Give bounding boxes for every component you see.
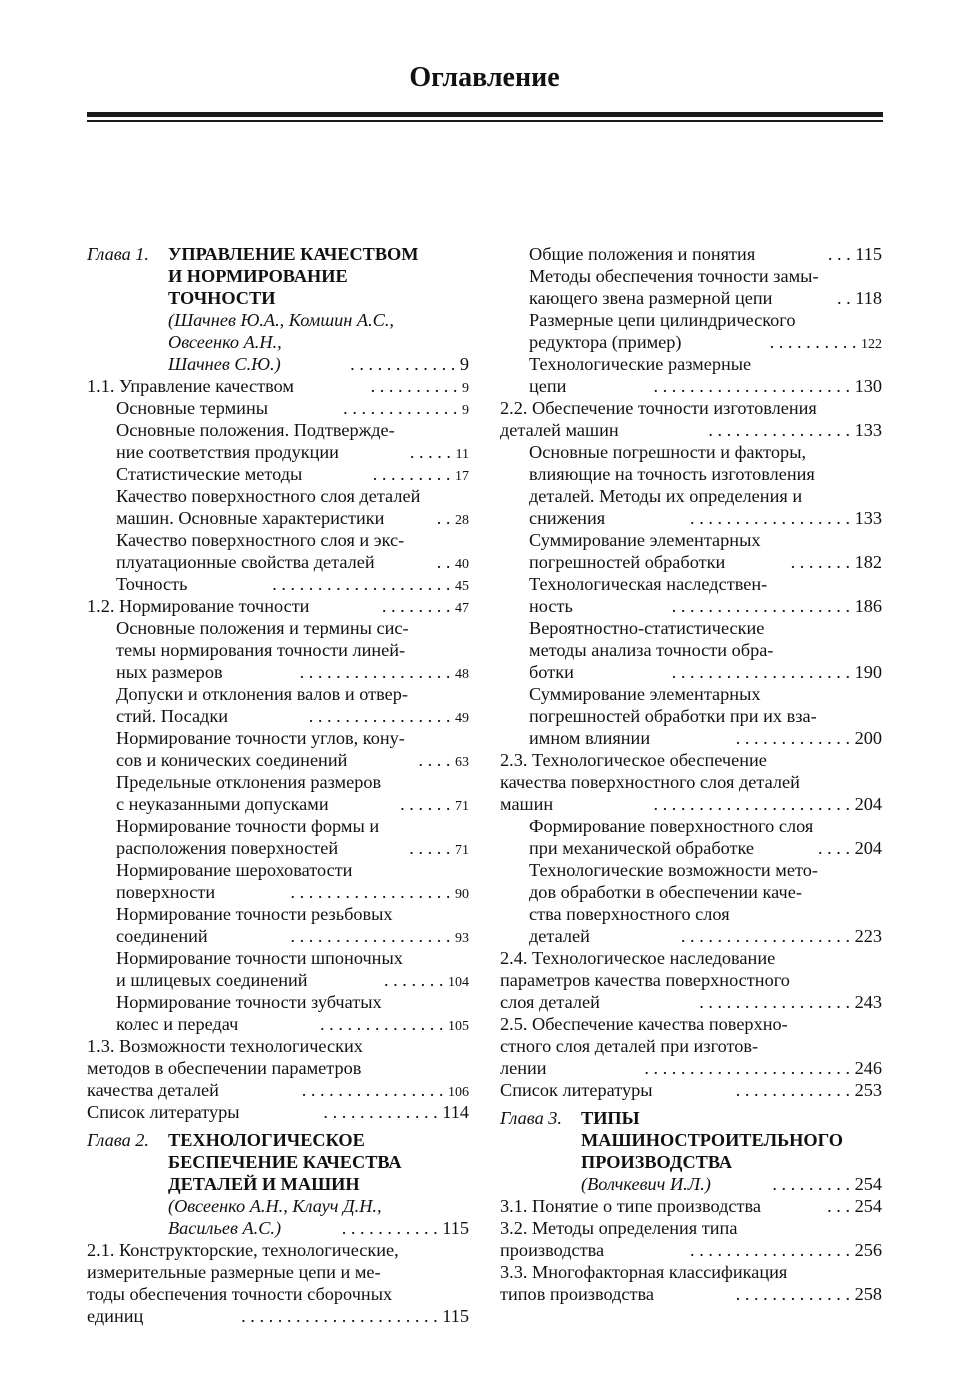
page-number: 200 (854, 728, 882, 748)
entry-text: Нормирование точности резьбовых (116, 904, 393, 924)
entry-text: дов обработки в обеспечении каче- (529, 882, 802, 902)
page-number: 182 (854, 552, 882, 572)
entry-text: редуктора (пример) (529, 332, 682, 352)
entry-text: Нормирование точности зубчатых (116, 992, 382, 1012)
chapter-heading-line (87, 1151, 469, 1173)
toc-entry (500, 639, 882, 661)
entry-text: слоя деталей (500, 992, 600, 1012)
chapter-heading-line (87, 243, 469, 265)
entry-text: Нормирование точности углов, кону- (116, 728, 405, 748)
page-number: 254 (854, 1196, 882, 1216)
toc-entry (500, 683, 882, 705)
dot-leader: . . . . . . . . . . . . . . . . . . 256 (685, 1239, 882, 1261)
entry-text: машин. Основные характеристики (116, 508, 385, 528)
entry-text: имном влиянии (529, 728, 651, 748)
dot-leader: . . . . . . 71 (395, 793, 469, 818)
toc-entry (87, 375, 469, 397)
chapter-title: УПРАВЛЕНИЕ КАЧЕСТВОМ (168, 244, 419, 264)
dot-leader: . . . . . . . . . . . . . . . . . . 90 (285, 881, 469, 906)
toc-entry (500, 947, 882, 969)
dot-leader: . . . . . . . . . . . . . 200 (731, 727, 882, 749)
toc-entry (87, 595, 469, 617)
toc-entry (500, 617, 882, 639)
title-rule-thin (87, 120, 883, 122)
toc-entry (87, 419, 469, 441)
page-number: 190 (854, 662, 882, 682)
entry-text: Качество поверхностного слоя и экс- (116, 530, 405, 550)
chapter-heading-line (87, 287, 469, 309)
page-number: 47 (455, 601, 469, 616)
toc-entry (87, 551, 469, 573)
dot-leader: . . . . . . . . . . . . . . . . . 243 (694, 991, 882, 1013)
entry-text: цепи (529, 376, 567, 396)
entry-text: Суммирование элементарных (529, 684, 761, 704)
toc-entry (500, 705, 882, 727)
page-number: 186 (854, 596, 882, 616)
toc-entry (500, 749, 882, 771)
dot-leader: . . . . . . . . . . . . . 114 (318, 1101, 469, 1123)
toc-entry (500, 551, 882, 573)
entry-text: тоды обеспечения точности сборочных (87, 1284, 393, 1304)
entry-text: Основные положения. Подтвержде- (116, 420, 395, 440)
chapter-title: И НОРМИРОВАНИЕ (168, 266, 348, 286)
entry-text: кающего звена размерной цепи (529, 288, 773, 308)
toc-entry (500, 1035, 882, 1057)
toc-entry (87, 727, 469, 749)
dot-leader: . . . . . . . . . . . . . . . . 106 (297, 1079, 469, 1104)
toc-entry (87, 529, 469, 551)
chapter-authors (500, 1173, 882, 1195)
entry-text: 3.1. Понятие о типе производства (500, 1196, 762, 1216)
dot-leader: . . . . . . . . . . 122 (765, 331, 882, 356)
toc-entry (500, 463, 882, 485)
entry-text: единиц (87, 1306, 144, 1326)
chapter-authors (87, 353, 469, 375)
toc-entry (87, 771, 469, 793)
dot-leader: . . . . . . . . . 17 (368, 463, 469, 488)
entry-text: 2.1. Конструкторские, технологические, (87, 1240, 399, 1260)
toc-entry (500, 397, 882, 419)
page-number: 246 (854, 1058, 882, 1078)
chapter-heading-line (87, 1173, 469, 1195)
entry-text: Основные погрешности и факторы, (529, 442, 807, 462)
dot-leader: . . . . . . . . . . . . . . . . . . . . . . . 246 (639, 1057, 882, 1079)
toc-entry (500, 727, 882, 749)
page-number: 258 (854, 1284, 882, 1304)
entry-text: 2.2. Обеспечение точности изготовления (500, 398, 817, 418)
dot-leader: . . . . . . . . . . . . 9 (345, 353, 469, 375)
page-number: 115 (442, 1218, 469, 1238)
chapter-title: ТЕХНОЛОГИЧЕСКОЕ (168, 1130, 365, 1150)
entry-text: расположения поверхностей (116, 838, 339, 858)
toc-entry (87, 1101, 469, 1123)
dot-leader: . . . . . . . . . . . . . . . . . . . . 186 (667, 595, 882, 617)
toc-entry (87, 683, 469, 705)
dot-leader: . . 28 (432, 507, 469, 532)
dot-leader: . . . . 63 (413, 749, 469, 774)
dot-leader: . . . . . . . 104 (379, 969, 469, 994)
authors-text: Шачнев С.Ю.) (168, 354, 281, 374)
page-number: 115 (442, 1306, 469, 1326)
page-number: 9 (462, 403, 469, 418)
toc-entry (500, 1013, 882, 1035)
page-number: 256 (854, 1240, 882, 1260)
toc-entry (500, 287, 882, 309)
chapter-title: ТОЧНОСТИ (168, 288, 276, 308)
chapter-heading-line (87, 265, 469, 287)
toc-entry (500, 243, 882, 265)
toc-entry (500, 771, 882, 793)
page-number: 45 (455, 579, 469, 594)
toc-entry (500, 1283, 882, 1305)
page-number: 93 (455, 931, 469, 946)
toc-entry (87, 749, 469, 771)
page-number: 104 (448, 975, 469, 990)
entry-text: Нормирование точности шпоночных (116, 948, 403, 968)
toc-entry (500, 573, 882, 595)
page-number: 118 (855, 288, 882, 308)
entry-text: сов и конических соединений (116, 750, 348, 770)
toc-entry (500, 265, 882, 287)
dot-leader: . . . . 204 (813, 837, 882, 859)
toc-entry (500, 441, 882, 463)
page-number: 223 (854, 926, 882, 946)
toc-entry (500, 1079, 882, 1101)
entry-text: производства (500, 1240, 605, 1260)
entry-text: 1.2. Нормирование точности (87, 596, 310, 616)
entry-text: снижения (529, 508, 606, 528)
chapter-label: Глава 3. (500, 1108, 562, 1128)
entry-text: Точность (116, 574, 188, 594)
toc-entry (87, 793, 469, 815)
toc-entry (500, 485, 882, 507)
toc-entry (87, 1013, 469, 1035)
entry-text: деталей. Методы их определения и (529, 486, 803, 506)
toc-entry (500, 595, 882, 617)
toc-entry (87, 441, 469, 463)
chapter-label: Глава 2. (87, 1130, 149, 1150)
chapter-authors (87, 309, 469, 331)
entry-text: Формирование поверхностного слоя (529, 816, 814, 836)
page-number: 243 (854, 992, 882, 1012)
toc-entry (500, 419, 882, 441)
toc-entry (87, 991, 469, 1013)
page-number: 130 (854, 376, 882, 396)
entry-text: 3.3. Многофакторная классификация (500, 1262, 788, 1282)
chapter-heading-line (500, 1107, 882, 1129)
dot-leader: . . . . . . . . . . . . . 9 (338, 397, 469, 422)
entry-text: влияющие на точность изготовления (529, 464, 815, 484)
chapter-title: ТИПЫ (581, 1108, 640, 1128)
toc-entry (500, 881, 882, 903)
entry-text: 2.4. Технологическое наследование (500, 948, 776, 968)
entry-text: Технологические размерные (529, 354, 752, 374)
entry-text: Размерные цепи цилиндрического (529, 310, 796, 330)
toc-entry (500, 903, 882, 925)
entry-text: деталей машин (500, 420, 619, 440)
dot-leader: . . . . . . . . . 254 (767, 1173, 882, 1195)
entry-text: Методы обеспечения точности замы- (529, 266, 819, 286)
authors-text: (Овсеенко А.Н., Клауч Д.Н., (168, 1196, 382, 1216)
toc-entry (87, 463, 469, 485)
toc-entry (500, 331, 882, 353)
dot-leader: . . . . . . . . . . . . . . . . 133 (703, 419, 882, 441)
page-number: 9 (459, 354, 469, 374)
entry-text: Качество поверхностного слоя деталей (116, 486, 421, 506)
entry-text: методов в обеспечении параметров (87, 1058, 362, 1078)
toc-entry (500, 925, 882, 947)
entry-text: 2.5. Обеспечение качества поверхно- (500, 1014, 788, 1034)
chapter-title: ПРОИЗВОДСТВА (581, 1152, 733, 1172)
chapter-heading-line (500, 1129, 882, 1151)
page-number: 63 (455, 755, 469, 770)
chapter-heading-line (500, 1151, 882, 1173)
dot-leader: . . . . . . . . . . . . . 253 (731, 1079, 882, 1101)
page-number: 133 (854, 420, 882, 440)
entry-text: ства поверхностного слоя (529, 904, 730, 924)
entry-text: типов производства (500, 1284, 654, 1304)
page-number: 40 (455, 557, 469, 572)
page-title: Оглавление (409, 62, 560, 93)
toc-entry (500, 969, 882, 991)
entry-text: 2.3. Технологическое обеспечение (500, 750, 767, 770)
toc-entry (87, 639, 469, 661)
entry-text: 1.3. Возможности технологических (87, 1036, 363, 1056)
entry-text: лении (500, 1058, 547, 1078)
page-number: 106 (448, 1085, 469, 1100)
chapter-title: БЕСПЕЧЕНИЕ КАЧЕСТВА (168, 1152, 402, 1172)
entry-text: поверхности (116, 882, 216, 902)
toc-entry (500, 1195, 882, 1217)
chapter-authors (87, 1195, 469, 1217)
entry-text: Предельные отклонения размеров (116, 772, 382, 792)
dot-leader: . . . . . . . . . . . . . . . . . . . . 190 (667, 661, 882, 683)
entry-text: ных размеров (116, 662, 223, 682)
entry-text: погрешностей обработки при их вза- (529, 706, 817, 726)
toc-left-column (87, 243, 469, 1327)
toc-entry (87, 947, 469, 969)
page-number: 122 (861, 337, 882, 352)
entry-text: с неуказанными допусками (116, 794, 329, 814)
page-number: 114 (442, 1102, 469, 1122)
authors-text: Васильев А.С.) (168, 1218, 282, 1238)
toc-entry (500, 793, 882, 815)
dot-leader: . . . . . . . . . . . . . . . . . . . . . . 204 (648, 793, 882, 815)
entry-text: Основные положения и термины сис- (116, 618, 409, 638)
toc-entry (87, 925, 469, 947)
entry-text: стий. Посадки (116, 706, 229, 726)
dot-leader: . . . . . . . . . . . . . . . . 49 (304, 705, 469, 730)
entry-text: плуатационные свойства деталей (116, 552, 375, 572)
toc-entry (500, 507, 882, 529)
toc-entry (87, 1283, 469, 1305)
page-number: 204 (854, 838, 882, 858)
title-rule-thick (87, 112, 883, 117)
toc-entry (87, 485, 469, 507)
entry-text: ботки (529, 662, 574, 682)
entry-text: Основные термины (116, 398, 269, 418)
entry-text: качества деталей (87, 1080, 219, 1100)
toc-entry (87, 661, 469, 683)
toc-entry (87, 1057, 469, 1079)
dot-leader: . . . . . . . . . . . . . . . . . . 93 (285, 925, 469, 950)
entry-text: колес и передач (116, 1014, 239, 1034)
toc-entry (87, 617, 469, 639)
toc-entry (500, 1239, 882, 1261)
entry-text: качества поверхностного слоя деталей (500, 772, 800, 792)
toc-entry (500, 375, 882, 397)
entry-text: деталей (529, 926, 590, 946)
entry-text: Список литературы (500, 1080, 653, 1100)
dot-leader: . . . 115 (823, 243, 882, 265)
entry-text: и шлицевых соединений (116, 970, 308, 990)
dot-leader: . . . . . . . . . . . . . 258 (731, 1283, 882, 1305)
toc-entry (87, 1239, 469, 1261)
page-number: 204 (854, 794, 882, 814)
toc-entry (87, 859, 469, 881)
toc-entry (500, 1057, 882, 1079)
toc-entry (87, 1305, 469, 1327)
page-number: 90 (455, 887, 469, 902)
entry-text: Статистические методы (116, 464, 303, 484)
page-number: 254 (854, 1174, 882, 1194)
page-number: 253 (854, 1080, 882, 1100)
entry-text: 1.1. Управление качеством (87, 376, 294, 396)
chapter-title: МАШИНОСТРОИТЕЛЬНОГО (581, 1130, 843, 1150)
entry-text: Суммирование элементарных (529, 530, 761, 550)
dot-leader: . . . . . . . . . . . . . . . . . . . . . . 115 (236, 1305, 469, 1327)
entry-text: соединений (116, 926, 208, 946)
entry-text: измерительные размерные цепи и ме- (87, 1262, 381, 1282)
toc-entry (500, 529, 882, 551)
dot-leader: . . . . . . . . . . 9 (366, 375, 469, 400)
entry-text: 3.2. Методы определения типа (500, 1218, 738, 1238)
toc-right-column (500, 243, 882, 1305)
dot-leader: . . 118 (832, 287, 882, 309)
authors-text: (Волчкевич И.Л.) (581, 1174, 711, 1194)
toc-entry (87, 573, 469, 595)
entry-text: Список литературы (87, 1102, 240, 1122)
toc-entry (500, 309, 882, 331)
toc-entry (500, 991, 882, 1013)
chapter-authors (87, 1217, 469, 1239)
chapter-authors (87, 331, 469, 353)
entry-text: параметров качества поверхностного (500, 970, 790, 990)
dot-leader: . . . 254 (822, 1195, 882, 1217)
entry-text: погрешностей обработки (529, 552, 726, 572)
dot-leader: . . . . . . . . . . . 115 (337, 1217, 469, 1239)
dot-leader: . . . . . . . . . . . . . . . . . . 133 (685, 507, 882, 529)
page-number: 49 (455, 711, 469, 726)
entry-text: Допуски и отклонения валов и отвер- (116, 684, 408, 704)
dot-leader: . . . . . . . . . . . . . . . . . . . 223 (676, 925, 882, 947)
dot-leader: . . . . . . . . . . . . . . . . . . . . . . 130 (648, 375, 882, 397)
entry-text: Нормирование точности формы и (116, 816, 380, 836)
toc-entry (87, 1035, 469, 1057)
entry-text: Технологические возможности мето- (529, 860, 818, 880)
dot-leader: . . . . . 71 (404, 837, 469, 862)
dot-leader: . . . . . . . . . . . . . . 105 (315, 1013, 469, 1038)
dot-leader: . . . . . 11 (405, 441, 469, 466)
toc-entry (500, 1261, 882, 1283)
entry-text: темы нормирования точности линей- (116, 640, 406, 660)
toc-entry (87, 397, 469, 419)
entry-text: стного слоя деталей при изготов- (500, 1036, 759, 1056)
toc-entry (87, 1261, 469, 1283)
toc-entry (87, 1079, 469, 1101)
page-number: 105 (448, 1019, 469, 1034)
entry-text: ность (529, 596, 573, 616)
page-number: 11 (455, 447, 469, 462)
toc-entry (500, 859, 882, 881)
toc-entry (500, 1217, 882, 1239)
toc-entry (500, 353, 882, 375)
authors-text: (Шачнев Ю.А., Комшин А.С., (168, 310, 394, 330)
page-number: 17 (455, 469, 469, 484)
toc-entry (500, 661, 882, 683)
page-number: 71 (455, 799, 469, 814)
toc-entry (87, 507, 469, 529)
dot-leader: . . . . . . . . . . . . . . . . . 48 (295, 661, 469, 686)
page-number: 133 (854, 508, 882, 528)
entry-text: при механической обработке (529, 838, 755, 858)
page-number: 48 (455, 667, 469, 682)
page-number: 115 (855, 244, 882, 264)
dot-leader: . . . . . . . 182 (786, 551, 882, 573)
entry-text: Технологическая наследствен- (529, 574, 768, 594)
entry-text: Вероятностно-статистические (529, 618, 765, 638)
authors-text: Овсеенко А.Н., (168, 332, 282, 352)
toc-entry (87, 837, 469, 859)
chapter-title: ДЕТАЛЕЙ И МАШИН (168, 1174, 360, 1194)
page-number: 71 (455, 843, 469, 858)
chapter-label: Глава 1. (87, 244, 149, 264)
dot-leader: . . . . . . . . 47 (377, 595, 469, 620)
toc-entry (500, 815, 882, 837)
toc-entry (87, 903, 469, 925)
toc-entry (87, 969, 469, 991)
chapter-heading-line (87, 1129, 469, 1151)
dot-leader: . . 40 (432, 551, 469, 576)
toc-entry (87, 705, 469, 727)
entry-text: методы анализа точности обра- (529, 640, 774, 660)
toc-entry (500, 837, 882, 859)
entry-text: ние соответствия продукции (116, 442, 339, 462)
entry-text: Нормирование шероховатости (116, 860, 353, 880)
toc-entry (87, 815, 469, 837)
page-number: 9 (462, 381, 469, 396)
dot-leader: . . . . . . . . . . . . . . . . . . . . 45 (267, 573, 469, 598)
entry-text: Общие положения и понятия (529, 244, 756, 264)
toc-entry (87, 881, 469, 903)
page-number: 28 (455, 513, 469, 528)
entry-text: машин (500, 794, 554, 814)
